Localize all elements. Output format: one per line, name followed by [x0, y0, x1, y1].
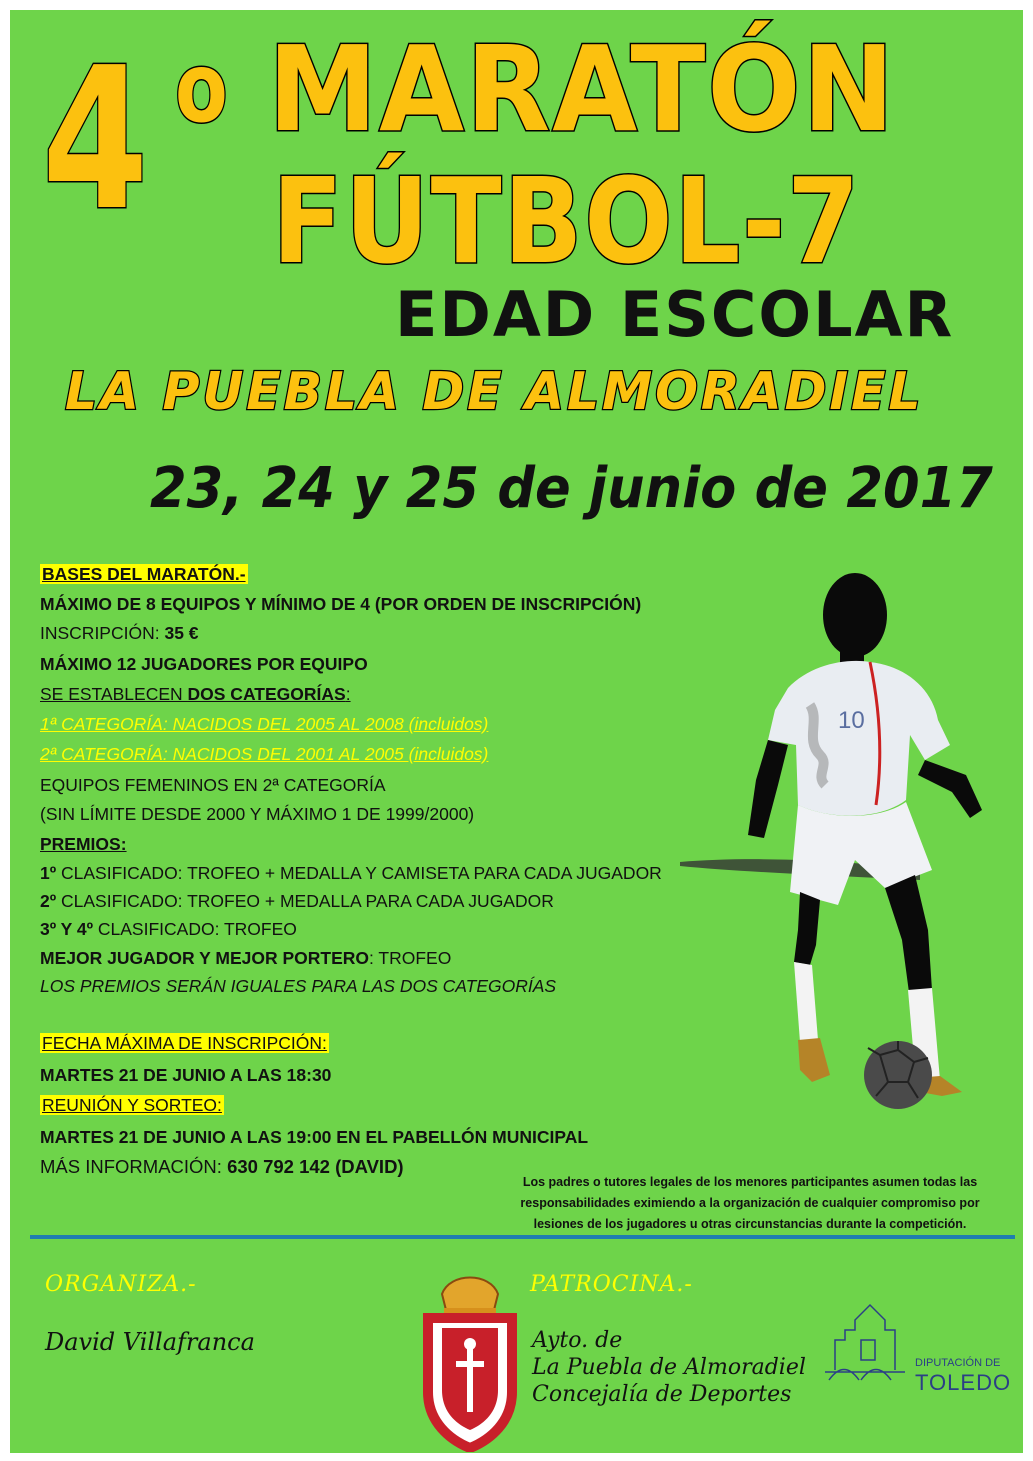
player-left-leg — [794, 892, 820, 965]
sponsor-line-1: Ayto. de — [532, 1328, 623, 1353]
section-divider — [30, 1235, 1015, 1239]
player-head — [823, 573, 887, 657]
rules-fee-label: INSCRIPCIÓN: — [40, 623, 165, 643]
edition-number: 4 — [42, 26, 150, 254]
rules-category-1: 1ª CATEGORÍA: NACIDOS DEL 2005 AL 2008 (incluidos) — [40, 714, 489, 734]
title-maraton: MARATÓN — [268, 20, 897, 158]
rules-fee — [40, 622, 199, 644]
event-dates: 23, 24 y 25 de junio de 2017 — [150, 456, 993, 521]
bridge-arches — [825, 1370, 905, 1381]
legal-disclaimer — [500, 1172, 1000, 1235]
player-shirt — [768, 661, 950, 816]
rules-categories-prefix: SE ESTABLECEN — [40, 684, 188, 704]
organiza-label: ORGANIZA.- — [45, 1272, 197, 1297]
player-left-arm — [748, 740, 788, 838]
meeting-label: REUNIÓN Y SORTEO: — [42, 1095, 222, 1115]
prizes-heading: PREMIOS: — [40, 834, 127, 854]
prize-best-text: : TROFEO — [369, 948, 452, 968]
prize-best-label: MEJOR JUGADOR Y MEJOR PORTERO — [40, 948, 369, 968]
patrocina-label: PATROCINA.- — [530, 1272, 693, 1297]
diputacion-label: DIPUTACIÓN DE — [915, 1357, 1001, 1369]
prize-third — [40, 918, 297, 940]
prize-third-rank: 3º Y 4º — [40, 919, 94, 939]
prize-second — [40, 890, 554, 912]
info-label: MÁS INFORMACIÓN: — [40, 1156, 228, 1177]
prize-first-rank: 1º — [40, 863, 57, 883]
rules-players: MÁXIMO 12 JUGADORES POR EQUIPO — [40, 654, 368, 674]
rules-categories-bold: DOS CATEGORÍAS — [187, 684, 346, 704]
meeting-value: MARTES 21 DE JUNIO A LAS 19:00 EN EL PABELLÓN MUNICIPAL — [40, 1127, 589, 1147]
prize-first-text: CLASIFICADO: TROFEO + MEDALLA Y CAMISETA PARA CADA JUGADOR — [56, 863, 662, 883]
town-name: LA PUEBLA DE ALMORADIEL — [65, 362, 924, 422]
player-left-boot — [798, 1038, 830, 1082]
prize-second-text: CLASIFICADO: TROFEO + MEDALLA PARA CADA JUGADOR — [56, 891, 554, 911]
cross-top — [464, 1338, 476, 1350]
rules-teams: MÁXIMO DE 8 EQUIPOS Y MÍNIMO DE 4 (POR ORDEN DE INSCRIPCIÓN) — [40, 594, 642, 614]
rules-female: EQUIPOS FEMENINOS EN 2ª CATEGORÍA — [40, 775, 386, 795]
info-value: 630 792 142 (DAVID) — [227, 1156, 404, 1177]
rules-heading-row — [40, 563, 248, 585]
deadline-label: FECHA MÁXIMA DE INSCRIPCIÓN: — [42, 1033, 327, 1053]
deadline-value: MARTES 21 DE JUNIO A LAS 18:30 — [40, 1065, 332, 1085]
rules-category-2: 2ª CATEGORÍA: NACIDOS DEL 2001 AL 2005 (incluidos) — [40, 744, 489, 764]
diputacion-toledo-logo — [825, 1300, 915, 1400]
player-right-leg — [885, 875, 932, 1000]
rules-categories — [40, 683, 351, 705]
sponsor-line-3: Concejalía de Deportes — [532, 1382, 792, 1407]
rules-female-note: (SIN LÍMITE DESDE 2000 Y MÁXIMO 1 DE 1999/2000) — [40, 804, 475, 824]
rules-categories-suffix: : — [345, 684, 351, 704]
disclaimer-line-1: Los padres o tutores legales de los menores participantes asumen todas las — [522, 1175, 978, 1189]
prize-first — [40, 862, 662, 884]
prize-third-text: CLASIFICADO: TROFEO — [93, 919, 297, 939]
prizes-note: LOS PREMIOS SERÁN IGUALES PARA LAS DOS CATEGORÍAS — [40, 976, 557, 996]
shirt-number: 10 — [838, 707, 865, 734]
deadline-label-row — [40, 1032, 329, 1054]
rules-fee-value: 35 € — [164, 623, 199, 643]
subtitle-edad-escolar: EDAD ESCOLAR — [395, 278, 955, 351]
prize-second-rank: 2º — [40, 891, 57, 911]
town-coat-of-arms — [420, 1272, 520, 1452]
tower-window — [861, 1340, 875, 1360]
event-poster — [10, 10, 1023, 1453]
organiza-name: David Villafranca — [45, 1328, 255, 1356]
toledo-label: TOLEDO — [915, 1370, 1012, 1395]
player-right-arm — [918, 760, 982, 818]
meeting-label-row — [40, 1094, 224, 1116]
sponsor-line-2: La Puebla de Almoradiel — [532, 1355, 806, 1380]
disclaimer-line-2: responsabilidades eximiendo a la organización de cualquier compromiso por — [520, 1196, 980, 1210]
edition-ordinal: o — [175, 32, 230, 144]
rules-heading: BASES DEL MARATÓN.- — [42, 564, 246, 584]
title-futbol: FÚTBOL-7 — [272, 152, 862, 290]
disclaimer-line-3: lesiones de los jugadores u otras circunstancias durante la competición. — [533, 1217, 967, 1231]
prize-best — [40, 947, 451, 969]
player-left-sock — [794, 962, 818, 1042]
crown — [442, 1278, 498, 1311]
info-row — [40, 1156, 404, 1178]
football-player-illustration — [670, 570, 1000, 1110]
